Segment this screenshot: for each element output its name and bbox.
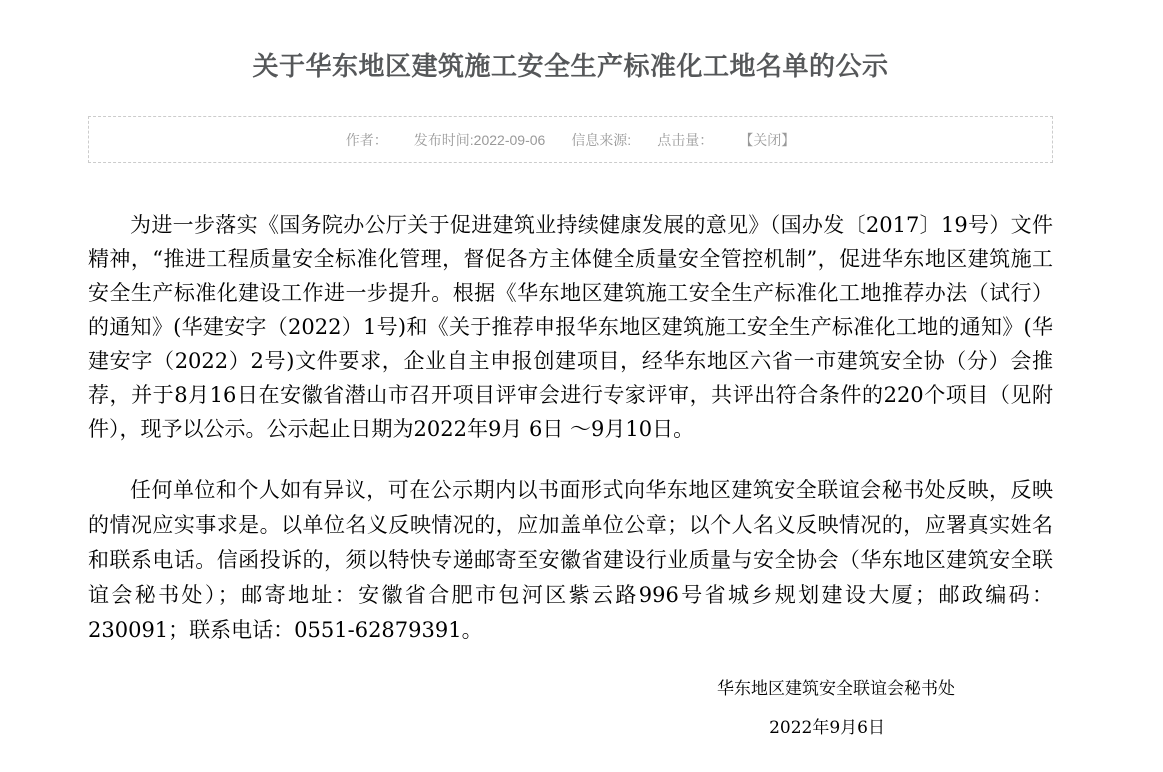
article-page: [88, 0, 1053, 739]
close-button[interactable]: 【关闭】: [739, 131, 796, 148]
signature-organization: 华东地区建筑安全联谊会秘书处: [717, 679, 955, 699]
page-title: 关于华东地区建筑施工安全生产标准化工地名单的公示: [252, 51, 889, 81]
paragraph-announcement: 为进一步落实《国务院办公厅关于促进建筑业持续健康发展的意见》（国办发〔2017〕19号）文件精神，“推进工程质量安全标准化管理，督促各方主体健全质量安全管控机制”，促进华东地区建筑施工安全生产标准化建设工作进一步提升。根据《华东地区建筑施工安全生产标准化工地推荐办法（试行）的通知》(华建安字（2022）1号)和《关于推荐申报华东地区建筑施工安全生产标准化工地的通知》(华建安字（2022）2号)文件要求，企业自主申报创建项目，经华东地区六省一市建筑安全协（分）会推荐，并于8月16日在安徽省潜山市召开项目评审会进行专家评审，共评出符合条件的220个项目（见附件），现予以公示。公示起止日期为2022年9月 6日 ～9月10日。: [88, 213, 1053, 441]
signature-date: 2022年9月6日: [769, 718, 885, 738]
meta-author-label: 作者：: [345, 131, 388, 148]
paragraph-objection-contact: 任何单位和个人如有异议，可在公示期内以书面形式向华东地区建筑安全联谊会秘书处反映，反映的情况应实事求是。以单位名义反映情况的，应加盖单位公章；以个人名义反映情况的，应署真实姓名和联系电话。信函投诉的，须以特快专递邮寄至安徽省建设行业质量与安全协会（华东地区建筑安全联谊会秘书处）；邮寄地址：安徽省合肥市包河区紫云路996号省城乡规划建设大厦；邮政编码：230091；联系电话：0551-62879391。: [88, 478, 1053, 642]
article-body: [88, 208, 1053, 739]
article-meta-bar: [88, 116, 1053, 163]
meta-publish-time: 发布时间:2022-09-06: [413, 131, 546, 148]
meta-source-label: 信息来源:: [571, 131, 632, 148]
meta-hits-label: 点击量：: [657, 131, 714, 148]
